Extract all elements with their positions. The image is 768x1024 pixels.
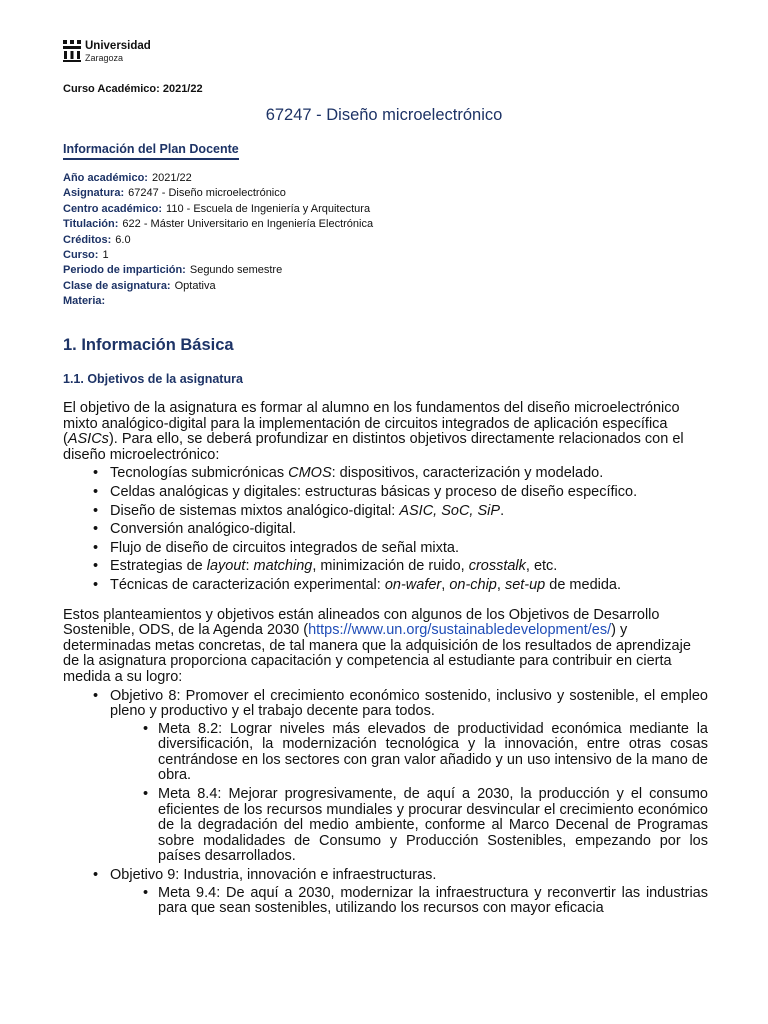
target-text: Meta 9.4: De aquí a 2030, modernizar la infraestructura y reconvertir las industrias para que sean sostenibles, utilizando los recursos con mayor eficacia bbox=[158, 884, 708, 917]
item-emphasis: matching bbox=[253, 558, 313, 575]
item-text: de medida. bbox=[545, 576, 622, 593]
list-item bbox=[63, 485, 708, 501]
plan-row-class bbox=[63, 279, 373, 294]
logo-city: Zaragoza bbox=[85, 52, 124, 63]
item-text: Diseño de sistemas mixtos analógico-digital: bbox=[110, 502, 400, 519]
plan-value: 110 - Escuela de Ingeniería y Arquitectura bbox=[166, 202, 371, 215]
target-text: Meta 8.2: Lograr niveles más elevados de productividad económica mediante la diversificación, la modernización tecnológica y la innovación, entre otras cosas centrándose en los sectores con gran valor añadido y un uso intensivo de la mano de obra. bbox=[158, 720, 708, 784]
plan-row-year bbox=[63, 171, 373, 186]
plan-label: Centro académico: bbox=[63, 202, 163, 215]
plan-value: 67247 - Diseño microelectrónico bbox=[128, 187, 286, 200]
item-text: : bbox=[245, 558, 254, 575]
un-sdg-link[interactable]: https://www.un.org/sustainabledevelopment/es/ bbox=[308, 622, 612, 639]
plan-value: Segundo semestre bbox=[189, 264, 283, 277]
document-title: 67247 - Diseño microelectrónico bbox=[265, 106, 503, 124]
goal-text: Objetivo 8: Promover el crecimiento económico sostenido, inclusivo y sostenible, el empleo pleno y productivo y el trabajo decente para todos. bbox=[110, 687, 708, 720]
plan-value: 2021/22 bbox=[151, 172, 192, 184]
plan-label: Materia: bbox=[63, 295, 106, 308]
target-text: Meta 8.4: Mejorar progresivamente, de aquí a 2030, la producción y el consumo eficientes de los recursos mundiales y procurar desvincular el crecimiento económico de la degradación del medio ambiente, conforme al Marco Decenal de Programas sobre modalidades de Consumo y Producción Sostenibles, empezando por los países desarrollados. bbox=[158, 786, 708, 865]
item-text: Flujo de diseño de circuitos integrados de señal mixta. bbox=[110, 539, 459, 556]
course-year: Curso Académico: 2021/22 bbox=[63, 83, 203, 95]
plan-value: 1 bbox=[102, 249, 109, 262]
intro-text: El objetivo de la asignatura es formar al alumno en los fundamentos del diseño microelectrónico mixto analógico-digital para la implementación de circuitos integrados de aplicación específica ( bbox=[63, 400, 680, 448]
plan-label: Titulación: bbox=[63, 218, 119, 231]
plan-label: Periodo de impartición: bbox=[63, 264, 186, 277]
list-item bbox=[63, 522, 708, 538]
intro-paragraph bbox=[63, 401, 708, 463]
intro-emphasis: ASICs bbox=[67, 431, 109, 448]
list-item bbox=[63, 504, 708, 520]
subsection-title: 1.1. Objetivos de la asignatura bbox=[63, 372, 243, 386]
target-item bbox=[110, 886, 708, 917]
plan-row-matter bbox=[63, 294, 373, 309]
item-text: Técnicas de caracterización experimental: bbox=[110, 576, 385, 593]
item-text: , minimización de ruido, bbox=[312, 558, 469, 575]
plan-row-degree bbox=[63, 217, 373, 232]
intro-text: ). Para ello, se deberá profundizar en distintos objetivos directamente relacionados con el diseño microelectrónico: bbox=[63, 431, 684, 463]
item-text: Celdas analógicas y digitales: estructuras básicas y proceso de diseño específico. bbox=[110, 483, 638, 500]
item-text: , bbox=[496, 576, 505, 593]
item-text: Tecnologías submicrónicas bbox=[110, 465, 289, 482]
plan-value: 6.0 bbox=[115, 233, 131, 246]
plan-info bbox=[63, 171, 373, 310]
university-crest-icon bbox=[63, 40, 81, 62]
ods-paragraph bbox=[63, 608, 708, 686]
section-title: 1. Información Básica bbox=[63, 336, 234, 354]
item-emphasis: ASIC, SoC, SiP bbox=[399, 502, 501, 519]
sdg-list bbox=[63, 689, 708, 917]
list-item bbox=[63, 578, 708, 594]
item-text: Estrategias de bbox=[110, 558, 207, 575]
plan-label: Clase de asignatura: bbox=[63, 279, 171, 292]
plan-heading: Información del Plan Docente bbox=[63, 142, 239, 160]
logo-name: Universidad bbox=[85, 40, 151, 52]
plan-row-period bbox=[63, 263, 373, 278]
item-emphasis: CMOS bbox=[288, 465, 332, 482]
goal-item bbox=[63, 868, 708, 917]
target-list bbox=[110, 722, 708, 865]
section-body bbox=[63, 401, 708, 920]
item-text: . bbox=[500, 502, 505, 519]
item-text: Conversión analógico-digital. bbox=[110, 521, 297, 538]
university-logo bbox=[63, 40, 151, 63]
target-list bbox=[110, 886, 708, 917]
objectives-list bbox=[63, 466, 708, 593]
item-emphasis: layout bbox=[206, 558, 246, 575]
item-emphasis: on-chip bbox=[449, 576, 497, 593]
ods-text: ) y determinadas metas concretas, de tal manera que la adquisición de los resultados de aprendizaje de la asignatura proporciona capacitación y competencia al estudiante para contribuir en cierta medida a su logro: bbox=[63, 622, 691, 685]
item-text: , etc. bbox=[525, 558, 558, 575]
target-item bbox=[110, 722, 708, 784]
list-item bbox=[63, 466, 708, 482]
goal-item bbox=[63, 689, 708, 866]
plan-row-subject bbox=[63, 186, 373, 201]
plan-value: 622 - Máster Universitario en Ingeniería Electrónica bbox=[122, 218, 374, 231]
item-emphasis: on-wafer bbox=[384, 576, 442, 593]
plan-value: Optativa bbox=[174, 279, 216, 292]
ods-text: Estos planteamientos y objetivos están alineados con algunos de los Objetivos de Desarrollo Sostenible, ODS, de la Agenda 2030 ( bbox=[63, 606, 660, 639]
plan-row-course bbox=[63, 248, 373, 263]
item-emphasis: set-up bbox=[504, 576, 546, 593]
plan-label: Créditos: bbox=[63, 233, 112, 246]
plan-row-credits bbox=[63, 233, 373, 248]
target-item bbox=[110, 787, 708, 865]
plan-label: Asignatura: bbox=[63, 187, 125, 200]
plan-label: Año académico: bbox=[63, 172, 148, 184]
list-item bbox=[63, 541, 708, 557]
plan-row-center bbox=[63, 202, 373, 217]
item-emphasis: crosstalk bbox=[468, 558, 526, 575]
item-text: , bbox=[441, 576, 450, 593]
item-text: : dispositivos, caracterización y modelado. bbox=[331, 465, 604, 482]
goal-text: Objetivo 9: Industria, innovación e infraestructuras. bbox=[110, 867, 437, 884]
list-item bbox=[63, 559, 708, 575]
plan-label: Curso: bbox=[63, 249, 99, 262]
